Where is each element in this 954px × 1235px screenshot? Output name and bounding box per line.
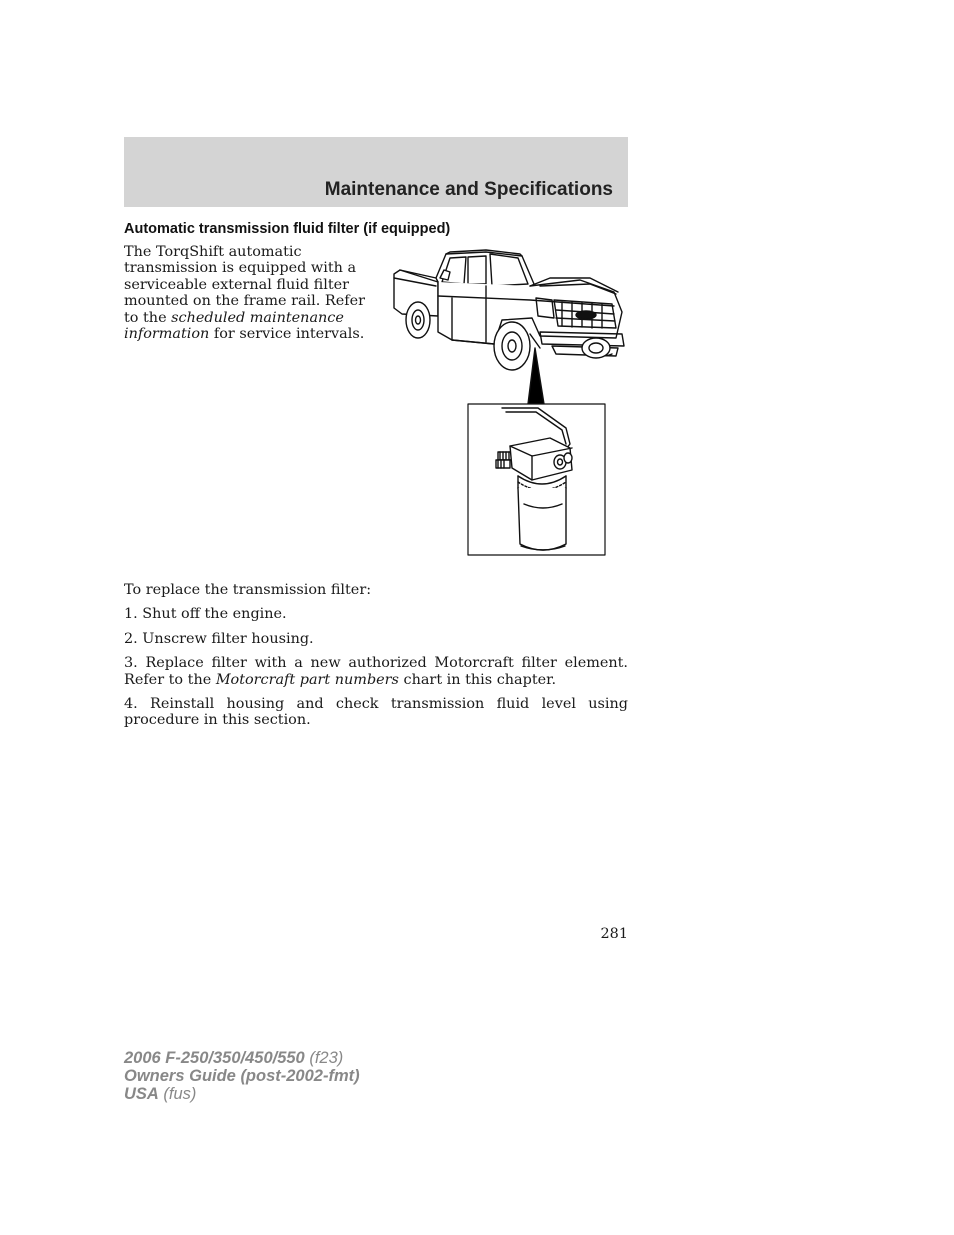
footer-line-1	[124, 1049, 360, 1067]
procedure-steps	[124, 582, 628, 737]
step-1: 1. Shut off the engine.	[124, 606, 287, 623]
step-2: 2. Unscrew filter housing.	[124, 630, 314, 647]
intro-italic-reference: scheduled maintenance information	[124, 309, 344, 343]
steps-lead: To replace the transmission filter:	[124, 582, 372, 598]
truck-filter-illustration	[390, 248, 630, 560]
chapter-header-band	[124, 137, 628, 207]
step-3-text-1: 3. Replace filter with a new authorized Motorcraft filter element. Refer to the	[124, 655, 628, 688]
footer-market-code: (fus)	[158, 1085, 197, 1103]
pointer-wedge	[528, 348, 544, 404]
pickup-truck-drawing	[394, 250, 624, 370]
page-number: 281	[600, 926, 628, 942]
intro-paragraph	[124, 244, 376, 342]
section-heading: Automatic transmission fluid filter (if equipped)	[124, 221, 451, 237]
step-3	[124, 655, 628, 688]
footer-line-2: Owners Guide (post-2002-fmt)	[124, 1067, 360, 1085]
step-3-italic-reference: Motorcraft part numbers	[215, 671, 399, 688]
step-3-text-2: chart in this chapter.	[398, 671, 557, 688]
chapter-title: Maintenance and Specifications	[324, 179, 613, 200]
footer-model-code: (f23)	[304, 1049, 344, 1067]
intro-text-1: The TorqShift automatic transmission is equipped with a serviceable external fluid filter mounted on the frame rail. Refer to the	[124, 244, 365, 326]
footer-line-3	[124, 1085, 360, 1103]
footer-model: 2006 F-250/350/450/550	[124, 1049, 305, 1067]
footer-market: USA	[124, 1085, 159, 1103]
document-footer	[124, 1049, 360, 1103]
step-4: 4. Reinstall housing and check transmission fluid level using procedure in this section.	[124, 696, 628, 729]
intro-text-2: for service intervals.	[209, 326, 365, 343]
